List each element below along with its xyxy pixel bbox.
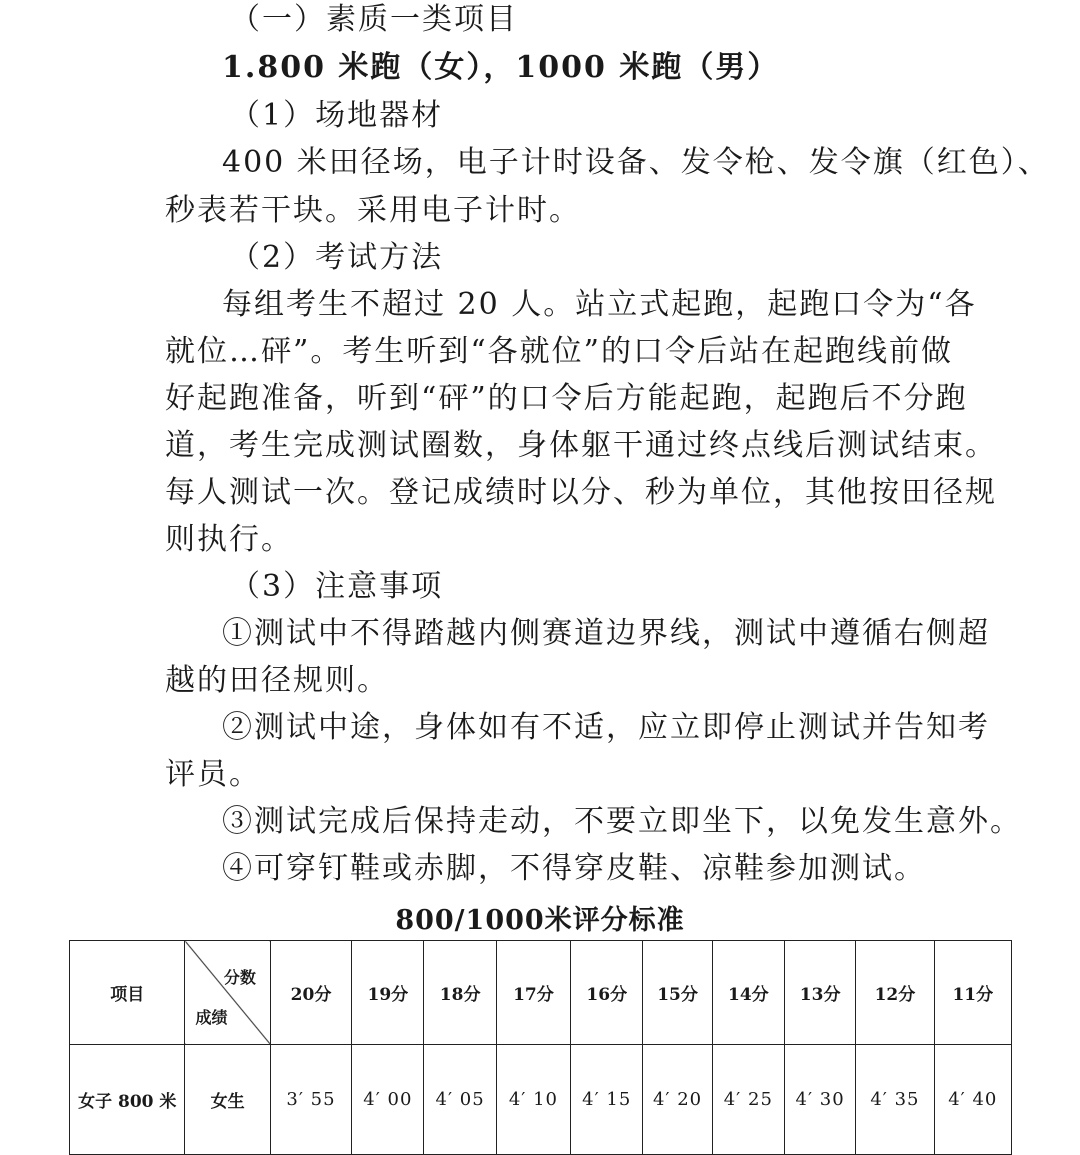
subheading-method: （2）考试方法 — [230, 240, 444, 275]
subheading-notes: （3）注意事项 — [230, 569, 444, 604]
paragraph-line: 好起跑准备，听到“砰”的口令后方能起跑，起跑后不分跑 — [165, 381, 968, 416]
time-cell: 4′ 20 — [643, 1045, 712, 1155]
time-cell: 4′ 15 — [571, 1045, 643, 1155]
time-cell: 4′ 40 — [934, 1045, 1011, 1155]
table-title: 800/1000米评分标准 — [395, 905, 685, 936]
note-item: ④可穿钉鞋或赤脚，不得穿皮鞋、凉鞋参加测试。 — [222, 851, 926, 886]
score-header-cell: 17分 — [496, 941, 570, 1045]
paragraph-line: 就位…砰”。考生听到“各就位”的口令后站在起跑线前做 — [165, 334, 954, 369]
note-item: ②测试中途，身体如有不适，应立即停止测试并告知考 — [222, 710, 990, 745]
paragraph-line: 每组考生不超过 20 人。站立式起跑，起跑口令为“各 — [222, 287, 977, 322]
time-cell: 3′ 55 — [270, 1045, 351, 1155]
subheading-equipment: （1）场地器材 — [230, 98, 444, 133]
time-cell: 4′ 30 — [784, 1045, 855, 1155]
time-cell: 4′ 00 — [352, 1045, 424, 1155]
score-header-cell: 18分 — [424, 941, 496, 1045]
score-header-cell: 20分 — [270, 941, 351, 1045]
note-item: ①测试中不得踏越内侧赛道边界线，测试中遵循右侧超 — [222, 616, 990, 651]
row-gender-cell: 女生 — [185, 1045, 270, 1155]
table-row — [70, 1045, 1012, 1155]
header-diagonal-cell — [185, 941, 270, 1045]
paragraph-line: 则执行。 — [165, 522, 293, 557]
note-item: ③测试完成后保持走动，不要立即坐下，以免发生意外。 — [222, 804, 1022, 839]
note-item-continued: 越的田径规则。 — [165, 663, 389, 698]
header-item-cell: 项目 — [70, 941, 185, 1045]
time-cell: 4′ 10 — [496, 1045, 570, 1155]
time-cell: 4′ 35 — [856, 1045, 934, 1155]
time-cell: 4′ 05 — [424, 1045, 496, 1155]
paragraph-line: 道，考生完成测试圈数，身体躯干通过终点线后测试结束。 — [165, 428, 997, 463]
scoring-table — [69, 940, 1012, 1155]
section-heading: （一）素质一类项目 — [230, 2, 518, 37]
item-heading: 1.800 米跑（女），1000 米跑（男） — [222, 50, 780, 85]
score-header-cell: 12分 — [856, 941, 934, 1045]
note-item-continued: 评员。 — [165, 757, 261, 792]
score-header-cell: 16分 — [571, 941, 643, 1045]
diag-result-label: 成绩 — [195, 1008, 228, 1027]
paragraph-line: 每人测试一次。登记成绩时以分、秒为单位，其他按田径规 — [165, 475, 997, 510]
score-header-cell: 11分 — [934, 941, 1011, 1045]
score-header-cell: 13分 — [784, 941, 855, 1045]
paragraph-line: 秒表若干块。采用电子计时。 — [165, 193, 581, 228]
paragraph-line: 400 米田径场，电子计时设备、发令枪、发令旗（红色）、 — [222, 145, 1050, 180]
time-cell: 4′ 25 — [712, 1045, 784, 1155]
score-header-cell: 15分 — [643, 941, 712, 1045]
score-header-cell: 19分 — [352, 941, 424, 1045]
diag-score-label: 分数 — [223, 968, 256, 987]
score-header-cell: 14分 — [712, 941, 784, 1045]
row-item-cell: 女子 800 米 — [70, 1045, 185, 1155]
table-header-row — [70, 941, 1012, 1045]
